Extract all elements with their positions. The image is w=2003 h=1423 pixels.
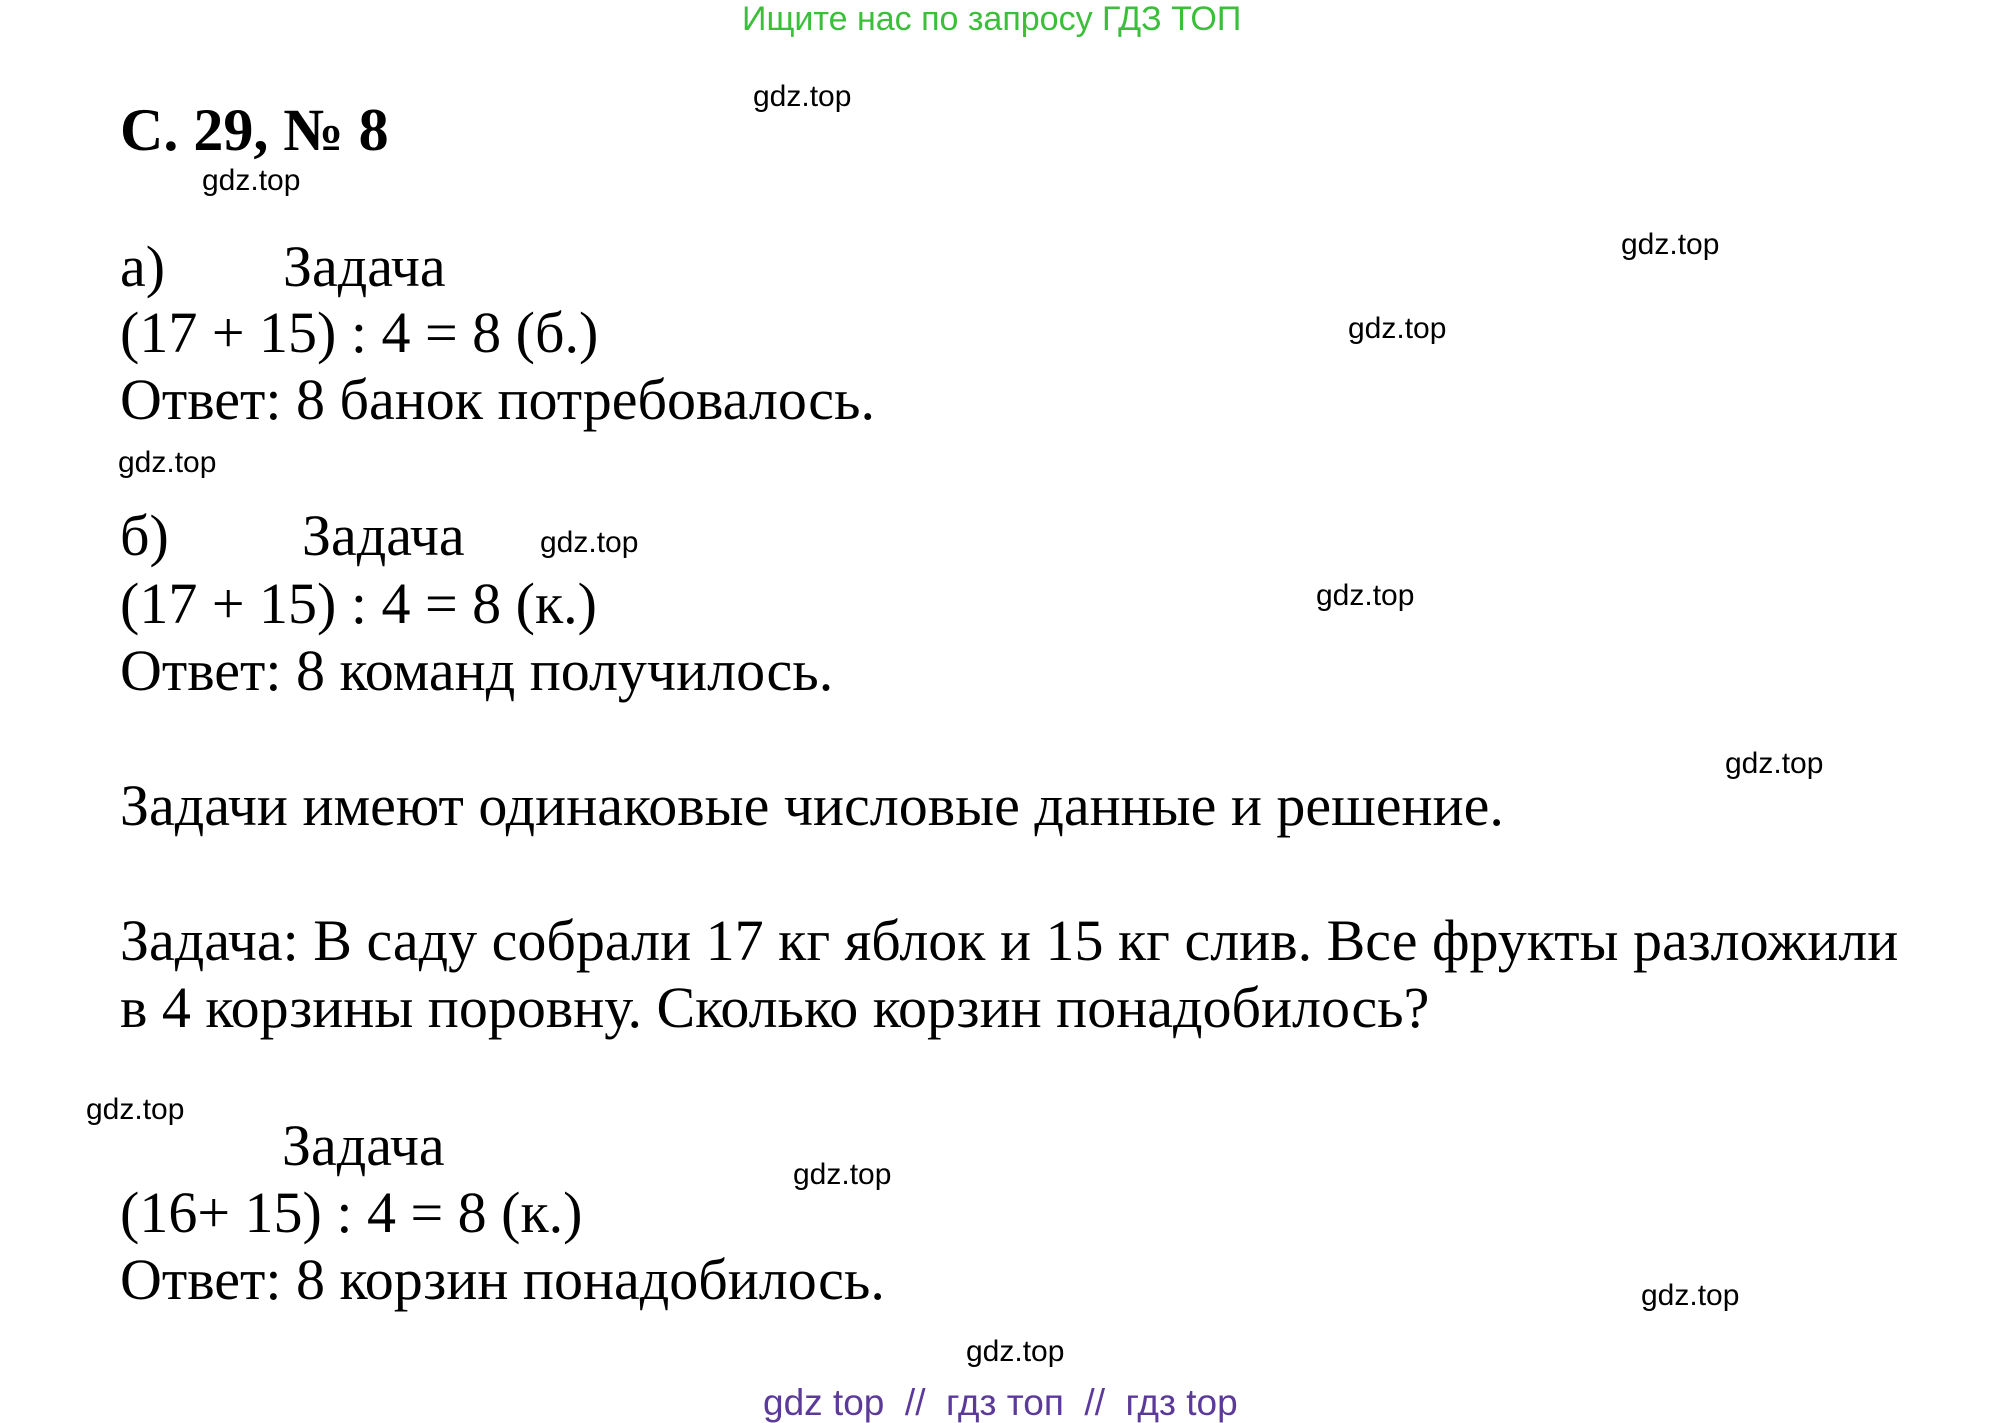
watermark: gdz.top <box>753 80 852 113</box>
part-c-equation: (16+ 15) : 4 = 8 (к.) <box>120 1180 583 1245</box>
watermark: gdz.top <box>118 446 217 479</box>
part-b-equation: (17 + 15) : 4 = 8 (к.) <box>120 571 597 636</box>
conclusion-text: Задачи имеют одинаковые числовые данные и решение. <box>120 773 1504 838</box>
part-a-heading: Задача <box>283 234 446 299</box>
watermark: gdz.top <box>1725 747 1824 780</box>
watermark: gdz.top <box>86 1093 185 1126</box>
bottom-banner[interactable]: gdz top // гдз топ // гдз top <box>763 1382 1238 1423</box>
watermark: gdz.top <box>793 1158 892 1191</box>
part-a-label: а) <box>120 234 166 299</box>
part-b-answer: Ответ: 8 команд получилось. <box>120 638 834 703</box>
watermark: gdz.top <box>202 164 301 197</box>
part-b-label: б) <box>120 503 169 568</box>
new-task-line-2: в 4 корзины поровну. Сколько корзин понадобилось? <box>120 975 1430 1040</box>
new-task-line-1: Задача: В саду собрали 17 кг яблок и 15 кг слив. Все фрукты разложили <box>120 908 1899 973</box>
watermark: gdz.top <box>1621 228 1720 261</box>
watermark: gdz.top <box>1348 312 1447 345</box>
part-c-heading: Задача <box>282 1113 445 1178</box>
part-a-equation: (17 + 15) : 4 = 8 (б.) <box>120 300 599 365</box>
watermark: gdz.top <box>540 526 639 559</box>
watermark: gdz.top <box>1641 1279 1740 1312</box>
part-a-answer: Ответ: 8 банок потребовалось. <box>120 367 875 432</box>
part-c-answer: Ответ: 8 корзин понадобилось. <box>120 1247 885 1312</box>
part-b-heading: Задача <box>302 503 465 568</box>
watermark: gdz.top <box>1316 579 1415 612</box>
top-banner[interactable]: Ищите нас по запросу ГДЗ ТОП <box>742 0 1242 38</box>
watermark: gdz.top <box>966 1335 1065 1368</box>
page-title: С. 29, № 8 <box>120 97 389 163</box>
